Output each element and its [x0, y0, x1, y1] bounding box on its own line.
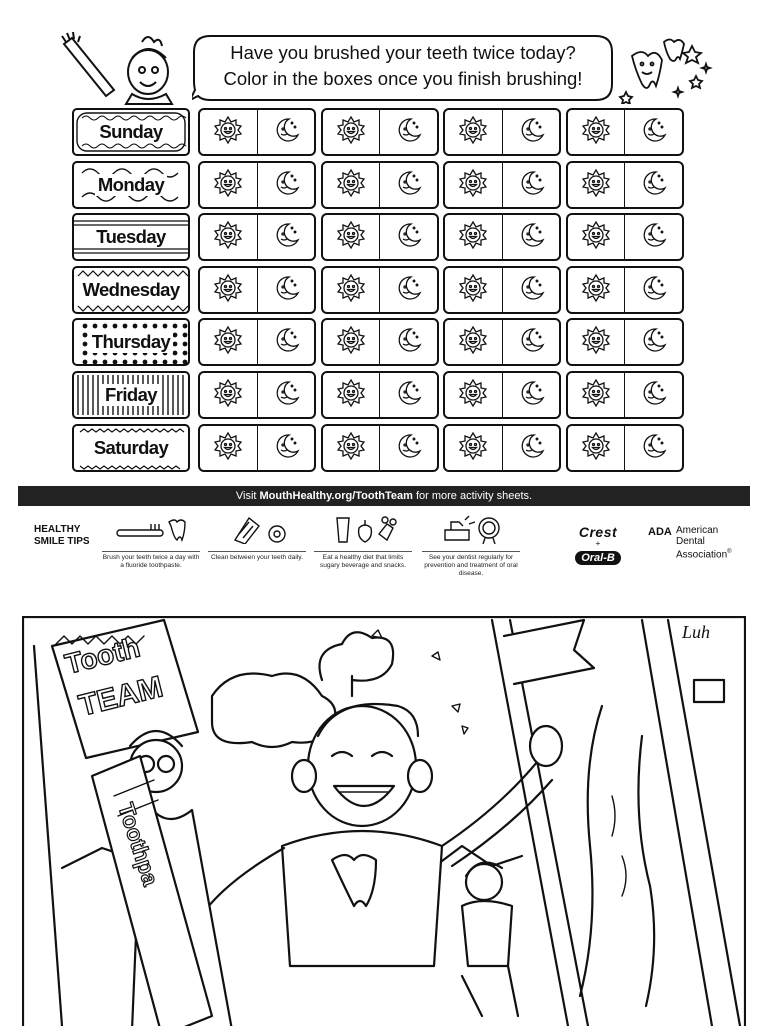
crest-logo: Crest: [578, 524, 618, 540]
sun-icon: [458, 431, 488, 466]
night-brush-box[interactable]: [624, 163, 682, 207]
night-brush-box[interactable]: [379, 268, 437, 312]
moon-icon: [271, 325, 301, 360]
week-box-wednesday-3: [443, 266, 561, 314]
morning-brush-box[interactable]: [200, 110, 257, 154]
morning-brush-box[interactable]: [445, 163, 502, 207]
moon-icon: [638, 325, 668, 360]
sun-icon: [213, 378, 243, 413]
moon-icon: [271, 273, 301, 308]
moon-icon: [638, 431, 668, 466]
morning-brush-box[interactable]: [200, 426, 257, 470]
sun-icon: [336, 431, 366, 466]
moon-icon: [393, 273, 423, 308]
week-box-thursday-3: [443, 318, 561, 366]
day-label-text: Friday: [102, 384, 160, 406]
night-brush-box[interactable]: [502, 373, 560, 417]
moon-icon: [516, 168, 546, 203]
moon-icon: [271, 378, 301, 413]
week-box-saturday-4: [566, 424, 684, 472]
week-box-friday-1: [198, 371, 316, 419]
sun-icon: [336, 220, 366, 255]
tips-title: [34, 524, 90, 548]
tips-title-line-1: HEALTHY: [34, 524, 81, 535]
week-box-sunday-3: [443, 108, 561, 156]
healthy-food-icon: [323, 514, 403, 544]
night-brush-box[interactable]: [502, 320, 560, 364]
morning-brush-box[interactable]: [323, 268, 380, 312]
night-brush-box[interactable]: [624, 426, 682, 470]
morning-brush-box[interactable]: [568, 320, 625, 364]
morning-brush-box[interactable]: [445, 320, 502, 364]
sun-icon: [213, 220, 243, 255]
week-box-monday-1: [198, 161, 316, 209]
tip-caption-2: Clean between your teeth daily.: [208, 551, 306, 562]
sun-icon: [336, 168, 366, 203]
morning-brush-box[interactable]: [445, 215, 502, 259]
morning-brush-box[interactable]: [445, 110, 502, 154]
sun-icon: [458, 220, 488, 255]
night-brush-box[interactable]: [624, 320, 682, 364]
tip-caption-3: Eat a healthy diet that limits sugary beverage and snacks.: [314, 551, 412, 570]
night-brush-box[interactable]: [502, 426, 560, 470]
day-label-text: Wednesday: [79, 279, 182, 301]
tip-caption-1: Brush your teeth twice a day with a fluoride toothpaste.: [102, 551, 200, 570]
morning-brush-box[interactable]: [568, 110, 625, 154]
sun-icon: [458, 378, 488, 413]
tooth-stars-illustration: [618, 32, 714, 104]
morning-brush-box[interactable]: [568, 268, 625, 312]
moon-icon: [393, 378, 423, 413]
day-label-saturday: [72, 424, 190, 472]
morning-brush-box[interactable]: [323, 373, 380, 417]
night-brush-box[interactable]: [257, 268, 315, 312]
morning-brush-box[interactable]: [568, 373, 625, 417]
sun-icon: [213, 431, 243, 466]
header-line-1: Have you brushed your teeth twice today?: [230, 42, 576, 63]
week-box-sunday-1: [198, 108, 316, 156]
moon-icon: [393, 431, 423, 466]
morning-brush-box[interactable]: [445, 373, 502, 417]
tip-caption-4: See your dentist regularly for prevention and treatment of oral disease.: [422, 551, 520, 578]
sun-icon: [581, 378, 611, 413]
week-box-tuesday-1: [198, 213, 316, 261]
moon-icon: [271, 168, 301, 203]
night-brush-box[interactable]: [257, 426, 315, 470]
sign-tooth-text: Tooth: [61, 631, 143, 680]
sun-icon: [458, 115, 488, 150]
week-box-tuesday-2: [321, 213, 439, 261]
night-brush-box[interactable]: [502, 110, 560, 154]
week-box-friday-3: [443, 371, 561, 419]
moon-icon: [516, 115, 546, 150]
moon-icon: [516, 273, 546, 308]
sun-icon: [581, 115, 611, 150]
activity-banner: [18, 486, 750, 506]
week-box-thursday-2: [321, 318, 439, 366]
week-box-sunday-2: [321, 108, 439, 156]
morning-brush-box[interactable]: [200, 215, 257, 259]
crest-oralb-logo: [566, 524, 630, 566]
night-brush-box[interactable]: [379, 320, 437, 364]
week-box-thursday-4: [566, 318, 684, 366]
day-label-text: Tuesday: [93, 226, 168, 248]
day-label-monday: [72, 161, 190, 209]
night-brush-box[interactable]: [379, 373, 437, 417]
day-label-thursday: [72, 318, 190, 366]
sun-icon: [581, 273, 611, 308]
morning-brush-box[interactable]: [568, 426, 625, 470]
week-box-wednesday-1: [198, 266, 316, 314]
moon-icon: [516, 325, 546, 360]
night-brush-box[interactable]: [379, 163, 437, 207]
toothbrush-icon: [111, 514, 191, 544]
night-brush-box[interactable]: [624, 215, 682, 259]
week-box-friday-2: [321, 371, 439, 419]
moon-icon: [271, 115, 301, 150]
tip-dentist: [422, 514, 520, 578]
sun-icon: [213, 273, 243, 308]
day-label-wednesday: [72, 266, 190, 314]
tip-brush: [102, 514, 200, 570]
week-box-tuesday-3: [443, 213, 561, 261]
moon-icon: [271, 431, 301, 466]
logo-plus: +: [595, 539, 601, 548]
night-brush-box[interactable]: [257, 110, 315, 154]
morning-brush-box[interactable]: [323, 163, 380, 207]
moon-icon: [638, 378, 668, 413]
moon-icon: [516, 220, 546, 255]
week-box-tuesday-4: [566, 213, 684, 261]
sun-icon: [213, 168, 243, 203]
header-line-2: Color in the boxes once you finish brushing!: [223, 68, 583, 89]
sun-icon: [336, 378, 366, 413]
morning-brush-box[interactable]: [568, 163, 625, 207]
night-brush-box[interactable]: [379, 426, 437, 470]
day-label-sunday: [72, 108, 190, 156]
sign-team-text: TEAM: [75, 670, 167, 723]
oralb-logo: Oral-B: [575, 551, 621, 565]
night-brush-box[interactable]: [257, 373, 315, 417]
week-box-sunday-4: [566, 108, 684, 156]
banner-suffix: for more activity sheets.: [412, 490, 533, 502]
day-label-text: Sunday: [96, 121, 165, 143]
night-brush-box[interactable]: [502, 215, 560, 259]
morning-brush-box[interactable]: [323, 110, 380, 154]
moon-icon: [271, 220, 301, 255]
week-box-saturday-3: [443, 424, 561, 472]
ada-abbr: ADA: [648, 526, 672, 538]
moon-icon: [393, 168, 423, 203]
tips-title-line-2: SMILE TIPS: [34, 536, 90, 547]
moon-icon: [638, 168, 668, 203]
night-brush-box[interactable]: [624, 110, 682, 154]
week-box-thursday-1: [198, 318, 316, 366]
week-box-monday-4: [566, 161, 684, 209]
night-brush-box[interactable]: [624, 268, 682, 312]
sun-icon: [581, 431, 611, 466]
night-brush-box[interactable]: [624, 373, 682, 417]
morning-brush-box[interactable]: [323, 320, 380, 364]
moon-icon: [393, 115, 423, 150]
sun-icon: [458, 325, 488, 360]
banner-link[interactable]: MouthHealthy.org/ToothTeam: [259, 490, 413, 502]
speech-bubble: [192, 34, 614, 102]
week-box-wednesday-4: [566, 266, 684, 314]
ada-line-1: American: [676, 525, 719, 536]
night-brush-box[interactable]: [502, 268, 560, 312]
week-box-monday-2: [321, 161, 439, 209]
moon-icon: [638, 273, 668, 308]
week-box-saturday-1: [198, 424, 316, 472]
day-label-tuesday: [72, 213, 190, 261]
morning-brush-box[interactable]: [323, 215, 380, 259]
moon-icon: [393, 220, 423, 255]
sun-icon: [581, 220, 611, 255]
day-label-friday: [72, 371, 190, 419]
day-label-text: Thursday: [89, 331, 173, 353]
ada-line-3: Association: [676, 549, 728, 561]
coloring-page-illustration: [22, 616, 746, 1026]
floss-icon: [217, 514, 297, 544]
banner-prefix: Visit: [235, 490, 260, 502]
morning-brush-box[interactable]: [568, 215, 625, 259]
morning-brush-box[interactable]: [200, 373, 257, 417]
morning-brush-box[interactable]: [445, 268, 502, 312]
night-brush-box[interactable]: [257, 215, 315, 259]
sun-icon: [581, 325, 611, 360]
morning-brush-box[interactable]: [200, 268, 257, 312]
signature-text: Luh: [682, 622, 711, 642]
ada-line-2: Dental: [676, 535, 705, 547]
week-box-saturday-2: [321, 424, 439, 472]
moon-icon: [638, 220, 668, 255]
week-box-wednesday-2: [321, 266, 439, 314]
tip-diet: [314, 514, 412, 570]
sun-icon: [458, 168, 488, 203]
night-brush-box[interactable]: [257, 320, 315, 364]
moon-icon: [516, 378, 546, 413]
week-box-monday-3: [443, 161, 561, 209]
sun-icon: [336, 115, 366, 150]
morning-brush-box[interactable]: [445, 426, 502, 470]
night-brush-box[interactable]: [379, 110, 437, 154]
night-brush-box[interactable]: [379, 215, 437, 259]
night-brush-box[interactable]: [502, 163, 560, 207]
moon-icon: [638, 115, 668, 150]
toothpaste-text: Toothpa: [113, 799, 164, 889]
sun-icon: [581, 168, 611, 203]
night-brush-box[interactable]: [257, 163, 315, 207]
sun-icon: [213, 325, 243, 360]
day-label-text: Saturday: [91, 437, 171, 459]
week-box-friday-4: [566, 371, 684, 419]
sun-icon: [213, 115, 243, 150]
sun-icon: [336, 325, 366, 360]
sun-icon: [458, 273, 488, 308]
moon-icon: [516, 431, 546, 466]
morning-brush-box[interactable]: [200, 163, 257, 207]
sun-icon: [336, 273, 366, 308]
day-label-text: Monday: [95, 174, 167, 196]
dentist-icon: [431, 514, 511, 544]
morning-brush-box[interactable]: [323, 426, 380, 470]
moon-icon: [393, 325, 423, 360]
tip-floss: [208, 514, 306, 562]
morning-brush-box[interactable]: [200, 320, 257, 364]
brushing-chart: [70, 108, 690, 482]
toothbrush-girl-illustration: [56, 30, 196, 106]
